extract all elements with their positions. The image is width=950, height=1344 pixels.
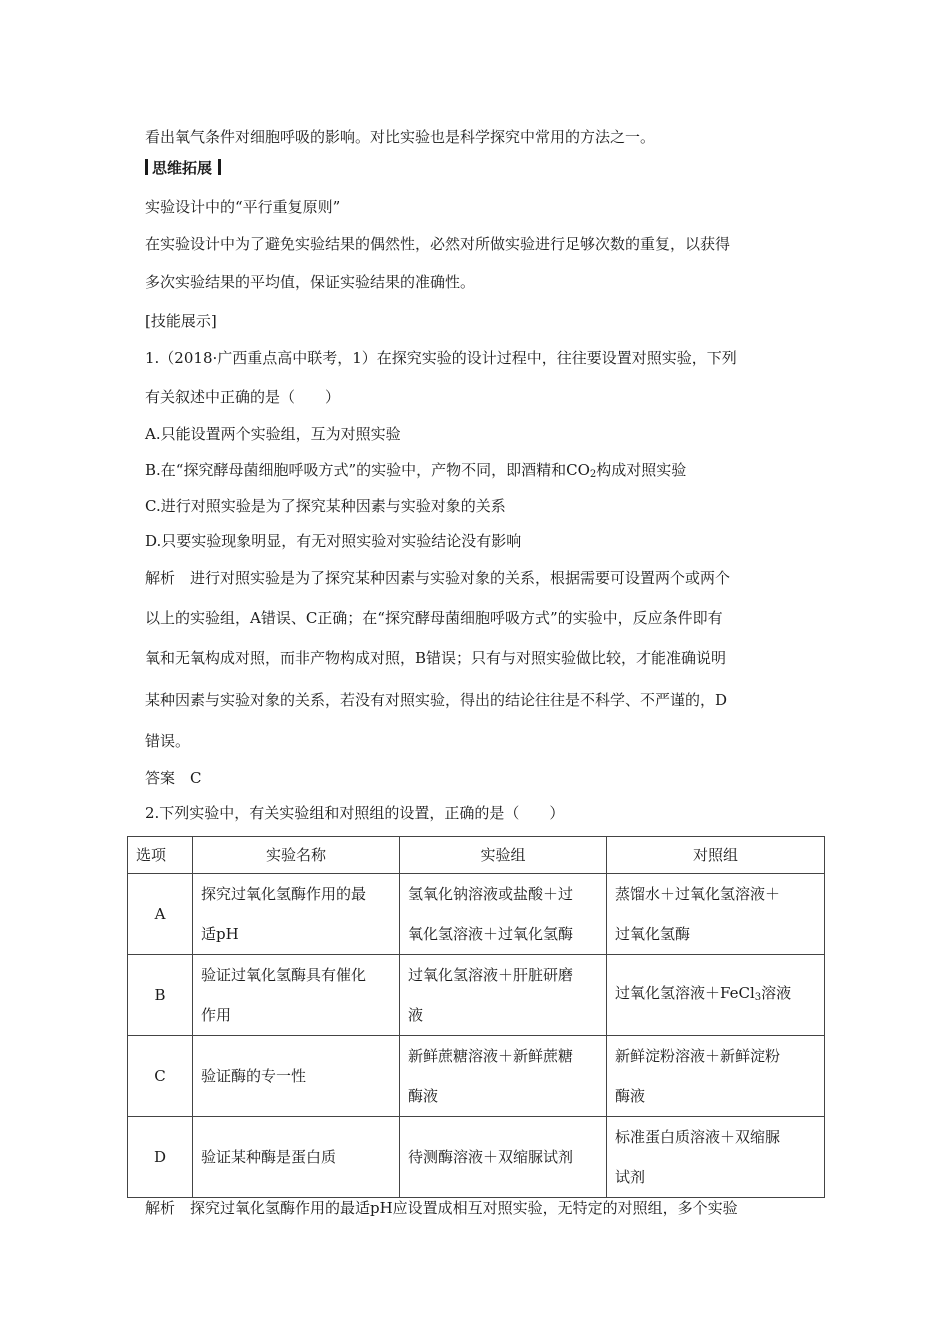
q1-stem-line-2: 有关叙述中正确的是（ ）: [145, 388, 341, 406]
principle-line-1: 在实验设计中为了避免实验结果的偶然性，必然对所做实验进行足够次数的重复，以获得: [145, 235, 731, 253]
intro-line: 看出氧气条件对细胞呼吸的影响。对比实验也是科学探究中常用的方法之一。: [145, 128, 656, 146]
cell-line: 验证酶的专一性: [201, 1067, 307, 1085]
cell-line: 新鲜蔗糖溶液＋新鲜蔗糖: [408, 1047, 574, 1065]
cell-line: 试剂: [615, 1168, 646, 1186]
section-heading: [145, 156, 221, 178]
q1-option-b-text: B.在“探究酵母菌细胞呼吸方式”的实验中，产物不同，即酒精和CO: [145, 461, 590, 479]
row-name: [193, 874, 400, 955]
cell-line: 过氧化氢溶液＋肝脏研磨: [408, 966, 574, 984]
experiment-table: [127, 836, 825, 1198]
cell-text: 过氧化氢溶液＋FeCl: [615, 983, 755, 1002]
q1-option-b: [145, 460, 686, 485]
cell-line: 氧化氢溶液＋过氧化氢酶: [408, 925, 574, 943]
heading-text: 思维拓展: [152, 158, 213, 177]
cell-subscript: 3: [754, 991, 762, 1003]
cell-line: 新鲜淀粉溶液＋新鲜淀粉: [615, 1047, 781, 1065]
row-experiment: [400, 1036, 607, 1117]
principle-line-2: 多次实验结果的平均值，保证实验结果的准确性。: [145, 273, 476, 291]
heading-bar-left: [145, 159, 148, 175]
q1-analysis-line-1: 解析 进行对照实验是为了探究某种因素与实验对象的关系，根据需要可设置两个或两个: [145, 569, 731, 587]
cell-line: 酶液: [408, 1087, 439, 1105]
skills-label: [技能展示]: [145, 312, 217, 330]
q1-analysis-line-5: 错误。: [145, 732, 191, 750]
table-row: [128, 1036, 825, 1117]
row-option: B: [128, 955, 193, 1036]
cell-line: 蒸馏水＋过氧化氢溶液＋: [615, 885, 781, 903]
cell-line: 验证某种酶是蛋白质: [201, 1148, 337, 1166]
cell-line: 液: [408, 1006, 424, 1024]
q2-stem: 2.下列实验中，有关实验组和对照组的设置，正确的是（ ）: [145, 804, 565, 822]
row-option: C: [128, 1036, 193, 1117]
row-control: [607, 1117, 825, 1198]
row-control: [607, 1036, 825, 1117]
header-experiment: 实验组: [400, 837, 607, 874]
q1-stem-line-1: 1.（2018·广西重点高中联考，1）在探究实验的设计过程中，往往要设置对照实验，下列: [145, 349, 737, 367]
cell-line: 过氧化氢酶: [615, 925, 691, 943]
row-control: [607, 955, 825, 1036]
cell-text-end: 溶液: [761, 983, 792, 1002]
q2-analysis-line-1: 解析 探究过氧化氢酶作用的最适pH应设置成相互对照实验，无特定的对照组，多个实验: [145, 1199, 738, 1217]
row-option: D: [128, 1117, 193, 1198]
q1-option-b-text-end: 构成对照实验: [596, 461, 687, 479]
principle-title: 实验设计中的“平行重复原则”: [145, 198, 341, 216]
header-option: 选项: [128, 837, 193, 874]
q1-analysis-line-3: 氧和无氧构成对照，而非产物构成对照，B错误；只有与对照实验做比较，才能准确说明: [145, 649, 727, 667]
header-name: 实验名称: [193, 837, 400, 874]
q1-option-a: A.只能设置两个实验组，互为对照实验: [145, 425, 401, 443]
row-name: [193, 1117, 400, 1198]
row-name: [193, 955, 400, 1036]
heading-bar-right: [218, 159, 221, 175]
header-control: 对照组: [607, 837, 825, 874]
row-experiment: [400, 874, 607, 955]
q1-option-d: D.只要实验现象明显，有无对照实验对实验结论没有影响: [145, 532, 522, 550]
cell-line: 标准蛋白质溶液＋双缩脲: [615, 1128, 781, 1146]
cell-line: 氢氧化钠溶液或盐酸＋过: [408, 885, 574, 903]
row-experiment: [400, 955, 607, 1036]
cell-line: 验证过氧化氢酶具有催化: [201, 966, 367, 984]
cell-line: 适pH: [201, 925, 239, 943]
q1-option-b-subscript: 2: [589, 469, 597, 480]
q1-option-c: C.进行对照实验是为了探究某种因素与实验对象的关系: [145, 497, 506, 515]
q1-analysis-line-2: 以上的实验组，A错误、C正确；在“探究酵母菌细胞呼吸方式”的实验中，反应条件即有: [145, 609, 723, 627]
row-control: [607, 874, 825, 955]
q1-analysis-line-4: 某种因素与实验对象的关系，若没有对照实验，得出的结论往往是不科学、不严谨的，D: [145, 691, 728, 709]
cell-line: 探究过氧化氢酶作用的最: [201, 885, 367, 903]
row-option: A: [128, 874, 193, 955]
cell-line: 酶液: [615, 1087, 646, 1105]
table-header-row: [128, 837, 825, 874]
table-row: [128, 1117, 825, 1198]
row-name: [193, 1036, 400, 1117]
cell-line: 作用: [201, 1006, 232, 1024]
row-experiment: [400, 1117, 607, 1198]
table-row: [128, 955, 825, 1036]
q1-answer: 答案 C: [145, 769, 202, 787]
table-row: [128, 874, 825, 955]
cell-line: 待测酶溶液＋双缩脲试剂: [408, 1148, 574, 1166]
